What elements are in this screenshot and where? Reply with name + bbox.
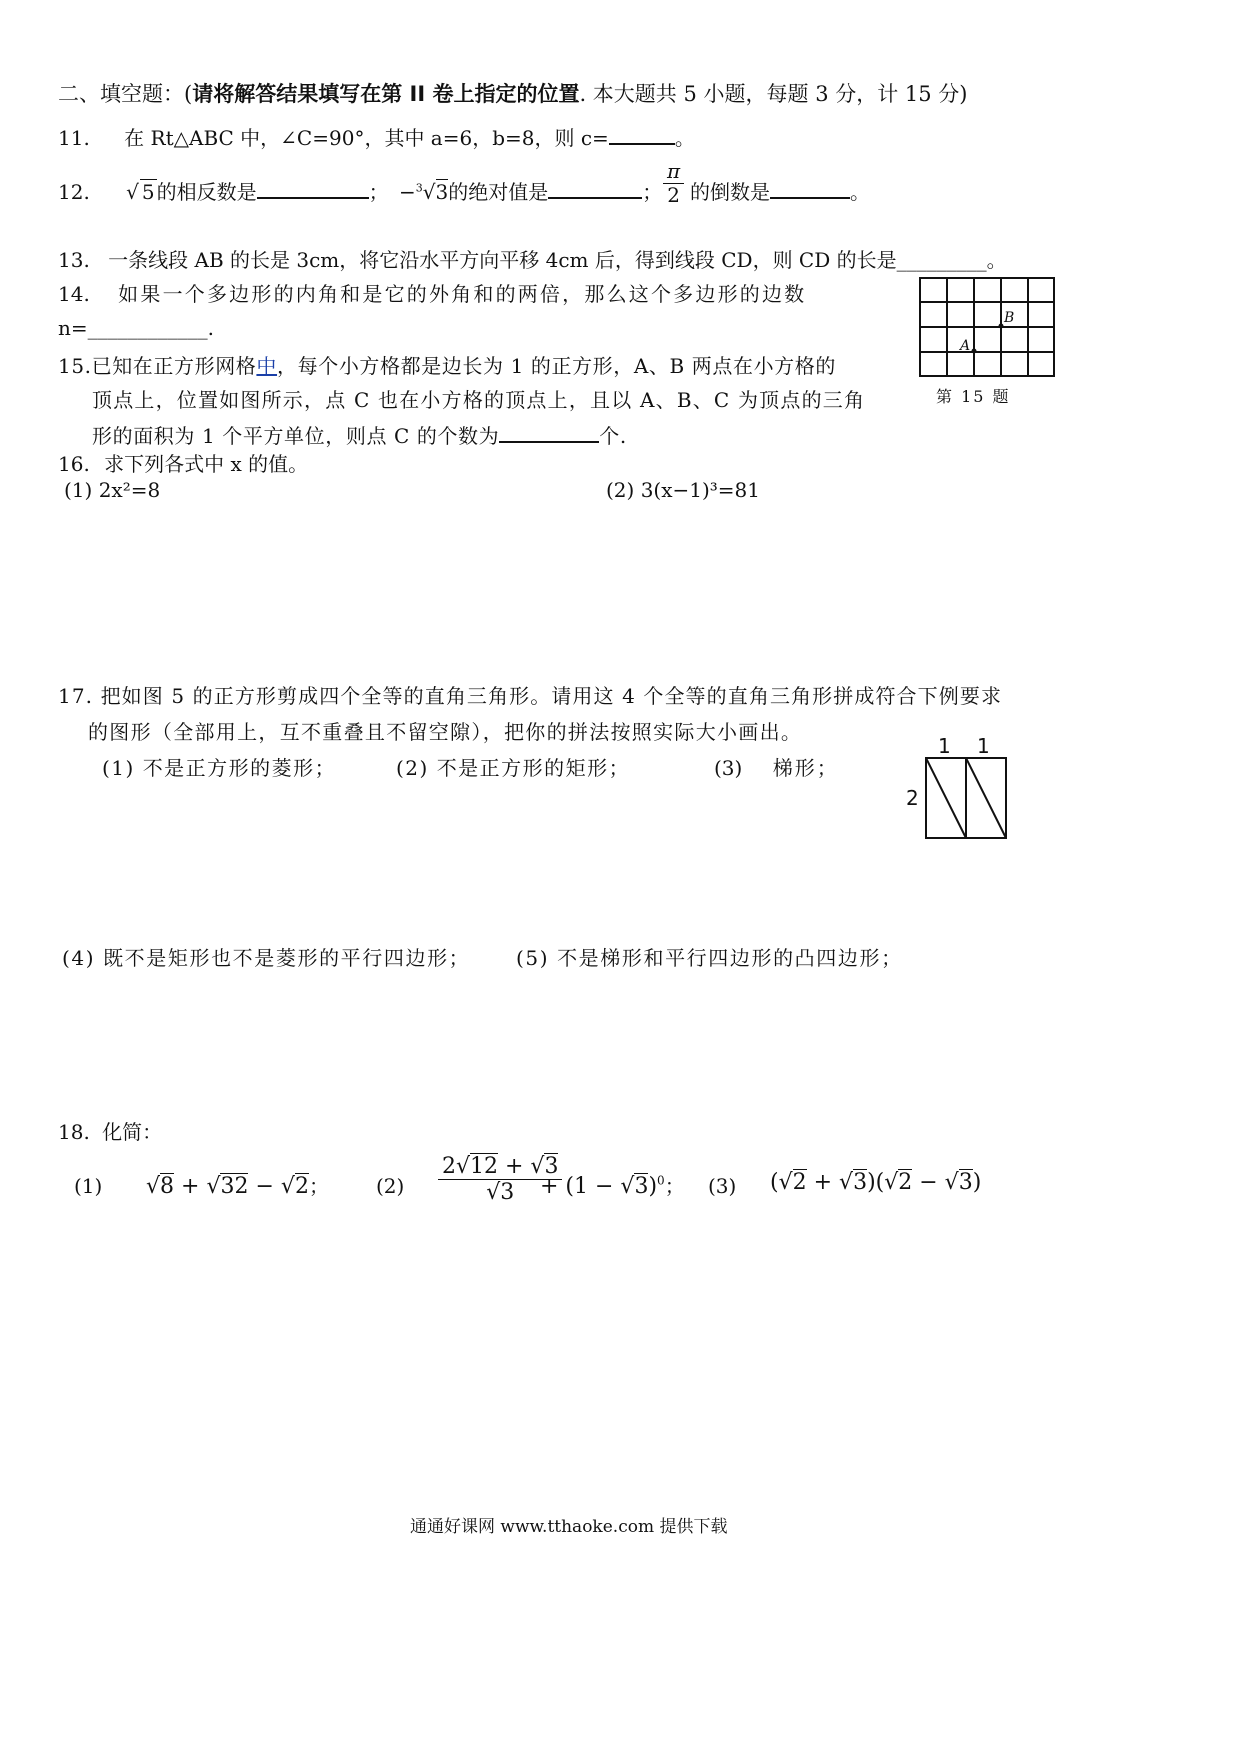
section-header-prefix: 二、填空题：(	[58, 82, 193, 106]
q17-sub3-text: 梯形；	[772, 756, 839, 780]
question-13	[58, 244, 1007, 273]
q12-part1: 的相反数是	[156, 180, 257, 204]
question-14	[58, 278, 806, 307]
q18-sub1-num: (1)	[74, 1174, 103, 1198]
q15-figure-caption: 第 15 题	[936, 387, 1011, 406]
q17-square-figure	[924, 756, 1008, 840]
q12-part3: 的倒数是	[690, 180, 770, 204]
point-a-dot	[972, 349, 977, 354]
question-text: 一条线段 AB 的长是 3cm，将它沿水平方向平移 4cm 后，得到线段 CD，则 CD 的长是_________。	[108, 248, 1007, 272]
neg-cuberoot3-expression: −$^3$√3	[399, 180, 449, 204]
question-number: 16.	[58, 452, 90, 476]
point-b-dot	[999, 324, 1004, 329]
q17-sub3	[714, 752, 839, 781]
answer-blank[interactable]	[609, 123, 675, 145]
question-number: 11.	[58, 126, 90, 150]
fig-label-left: 2	[906, 786, 919, 810]
answer-blank[interactable]	[770, 177, 850, 199]
q15-line3b: 个.	[599, 424, 627, 448]
section-header-suffix: . 本大题共 5 小题，每题 3 分，计 15 分)	[579, 82, 968, 106]
question-number: 14.	[58, 282, 90, 306]
section-header	[58, 78, 968, 108]
question-number: 15.	[58, 354, 92, 378]
question-15-line3	[92, 420, 627, 449]
q15-line3a: 形的面积为 1 个平方单位，则点 C 的个数为	[92, 424, 500, 448]
question-text: 在 Rt△ABC 中，∠C=90°，其中 a=6，b=8，则 c=	[124, 126, 609, 150]
q12-sep1: ；	[368, 180, 389, 204]
question-text: 求下列各式中 x 的值。	[104, 452, 309, 476]
question-text: 如果一个多边形的内角和是它的外角和的两倍，那么这个多边形的边数	[118, 282, 807, 306]
question-15-line2: 顶点上，位置如图所示，点 C 也在小方格的顶点上，且以 A、B、C 为顶点的三角	[92, 388, 866, 412]
question-12	[58, 176, 662, 205]
question-number: 13.	[58, 248, 90, 272]
question-16	[58, 448, 308, 477]
question-text: 化简：	[102, 1120, 163, 1144]
fig-label-top-1: 1	[938, 734, 951, 758]
question-11	[58, 122, 695, 151]
sqrt5-expression: √ 5	[126, 180, 155, 204]
q17-sub1: (1) 不是正方形的菱形；	[102, 756, 337, 780]
q18-sub3-expression: (√2 + √3)(√2 − √3)	[770, 1170, 982, 1195]
q15-link[interactable]: 中	[256, 354, 278, 378]
question-17	[58, 680, 1002, 709]
pi-over-2-fraction: $\frac{\pi}{2}$	[663, 160, 684, 207]
q18-sub2-fraction: $\frac{2√12 + √3}{√3}$	[438, 1154, 562, 1206]
q12-part2: 的绝对值是	[448, 180, 549, 204]
q15-line1a: 已知在正方形网格	[91, 354, 257, 378]
q15-grid-figure	[918, 276, 1058, 380]
q17-sub5: (5) 不是梯形和平行四边形的凸四边形；	[516, 946, 903, 970]
question-18	[58, 1116, 162, 1145]
question-17-line2: 的图形（全部用上，互不重叠且不留空隙），把你的拼法按照实际大小画出。	[88, 720, 803, 744]
answer-blank[interactable]	[257, 177, 369, 199]
question-number: 12.	[58, 180, 90, 204]
question-text: 把如图 5 的正方形剪成四个全等的直角三角形。请用这 4 个全等的直角三角形拼成符合下例要求	[100, 684, 1003, 708]
section-header-bold: 请将解答结果填写在第 II 卷上指定的位置	[192, 82, 580, 106]
q17-sub2: (2) 不是正方形的矩形；	[396, 756, 631, 780]
q16-sub1: (1) 2x²=8	[64, 478, 161, 502]
q15-line1b: ，每个小方格都是边长为 1 的正方形，A、B 两点在小方格的	[277, 354, 836, 378]
question-number: 17.	[58, 684, 94, 708]
question-14-line2: n=____________.	[58, 316, 214, 340]
q18-sub3-num: (3)	[708, 1174, 737, 1198]
question-15	[58, 350, 836, 379]
q17-sub4: (4) 既不是矩形也不是菱形的平行四边形；	[62, 946, 471, 970]
page-footer: 通通好课网 www.tthaoke.com 提供下载	[410, 1517, 728, 1537]
point-b-label: B	[1004, 310, 1015, 326]
question-12-tail	[690, 176, 870, 205]
question-end: 。	[850, 180, 870, 204]
q18-sub2-num: (2)	[376, 1174, 405, 1198]
q18-sub2-tail: + $(1 - √3)^0$；	[540, 1173, 685, 1199]
question-end: 。	[674, 126, 695, 150]
point-a-label: A	[960, 338, 971, 354]
q17-sub3-num: (3)	[714, 756, 743, 780]
question-number: 18.	[58, 1120, 90, 1144]
q18-sub1-expression: √8 + √32 − √2；	[146, 1174, 329, 1199]
q16-sub2: (2) 3(x−1)³=81	[606, 478, 761, 502]
fig-label-top-2: 1	[977, 734, 990, 758]
answer-blank[interactable]	[499, 421, 599, 443]
q12-sep2: ；	[642, 180, 663, 204]
answer-blank[interactable]	[548, 177, 642, 199]
